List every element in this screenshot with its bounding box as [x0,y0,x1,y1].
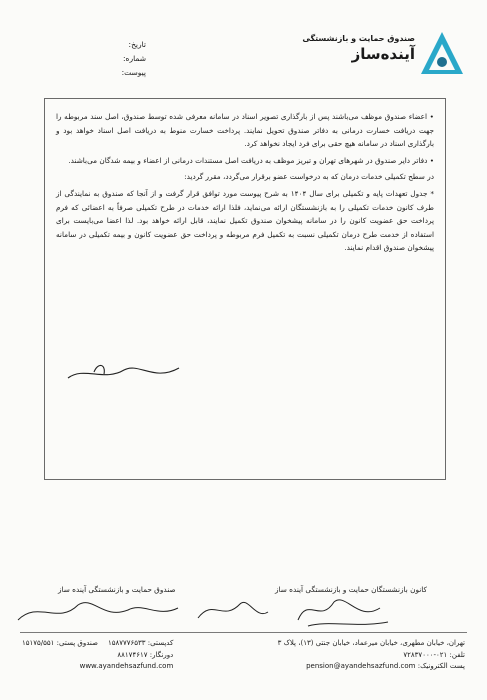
paragraph-1: • اعضاء صندوق موظف می‌باشند پس از بارگذاری تصویر اسناد در سامانه معرفی شده توسط صندوق، اصل سند مربوطه را جهت دریافت خسارت درمانی به دفاتر صندوق تحویل نمایند. پرداخت خسارت منوط به دریافت اصل اسناد خواهد بود و بارگذاری اسناد در سامانه هیچ حقی برای فرد ایجاد نخواهد کرد. [56,112,434,149]
attachment-label: پیوست: [121,68,146,77]
footer [0,636,487,696]
number-label: شماره: [123,54,146,63]
org-name: آینده‌ساز [351,45,415,63]
date-label: تاریخ: [128,40,146,49]
postcode: کدپستی: ۱۵۸۷۷۷۶۵۳۳ [107,639,174,647]
fund-signature-title: صندوق حمایت و بازنشستگی آینده ساز [58,585,176,594]
fax: دورنگار: ۸۸۱۷۴۶۱۷ [117,650,174,659]
footer-divider [20,632,467,633]
website: www.ayandehsazfund.com [79,662,174,670]
letter-meta [86,38,146,80]
phone: تلفن: ۰۲۱-۷۲۸۳۷۰۰۰ [403,650,465,659]
letter-body [56,110,434,258]
pobox: صندوق پستی: ۱۵۱۷۵/۵۵۱ [22,639,98,647]
footer-postal [22,638,173,673]
footer-contact [278,638,465,673]
signatures [8,590,478,630]
brand-block [302,34,415,63]
fund-logo-icon [419,30,465,76]
org-line: صندوق حمایت و بازنشستگی [302,34,415,43]
paragraph-2: • دفاتر دایر صندوق در شهرهای تهران و تبریز موظف به دریافت اصل مستندات درمانی از اعضاء و بیمه شدگان می‌باشند. [68,155,434,165]
address: تهران، خیابان مطهری، خیابان میرعماد، خیابان جنتی (۱۳)، پلاک ۳ [277,639,465,647]
association-signature-title: کانون بازنشستگان حمایت و بازنشستگی آینده ساز [274,585,427,594]
paragraph-4: * جدول تعهدات پایه و تکمیلی برای سال ۱۴۰۴ به شرح پیوست مورد توافق قرار گرفت و از آنجا که صندوق به نمایندگی از طرف کانون خدمات تکمیلی را به بازنشستگان ارائه می‌نماید، فلذا ارائه خدمات در طرح تکمیلی صرفاً به اعضائی که فرم پرداخت حق عضویت کانون را در سامانه پیشخوان صندوق تکمیل نمایند، قابل ارائه خواهد بود. لذا اعضا می‌بایست برای استفاده از خدمت طرح درمان تکمیلی نسبت به تکمیل فرم مربوطه و پرداخت حق عضویت کانون و بیمه تکمیلی در سامانه پیشخوان صندوق اقدام نمایند. [56,188,434,253]
paragraph-3: در سطح تکمیلی خدمات درمان که به درخواست عضو برقرار می‌گردد، مقرر گردید: [184,172,434,182]
initial-signature [64,352,184,386]
email: پست الکترونیک: pension@ayandehsazfund.com [306,662,465,670]
